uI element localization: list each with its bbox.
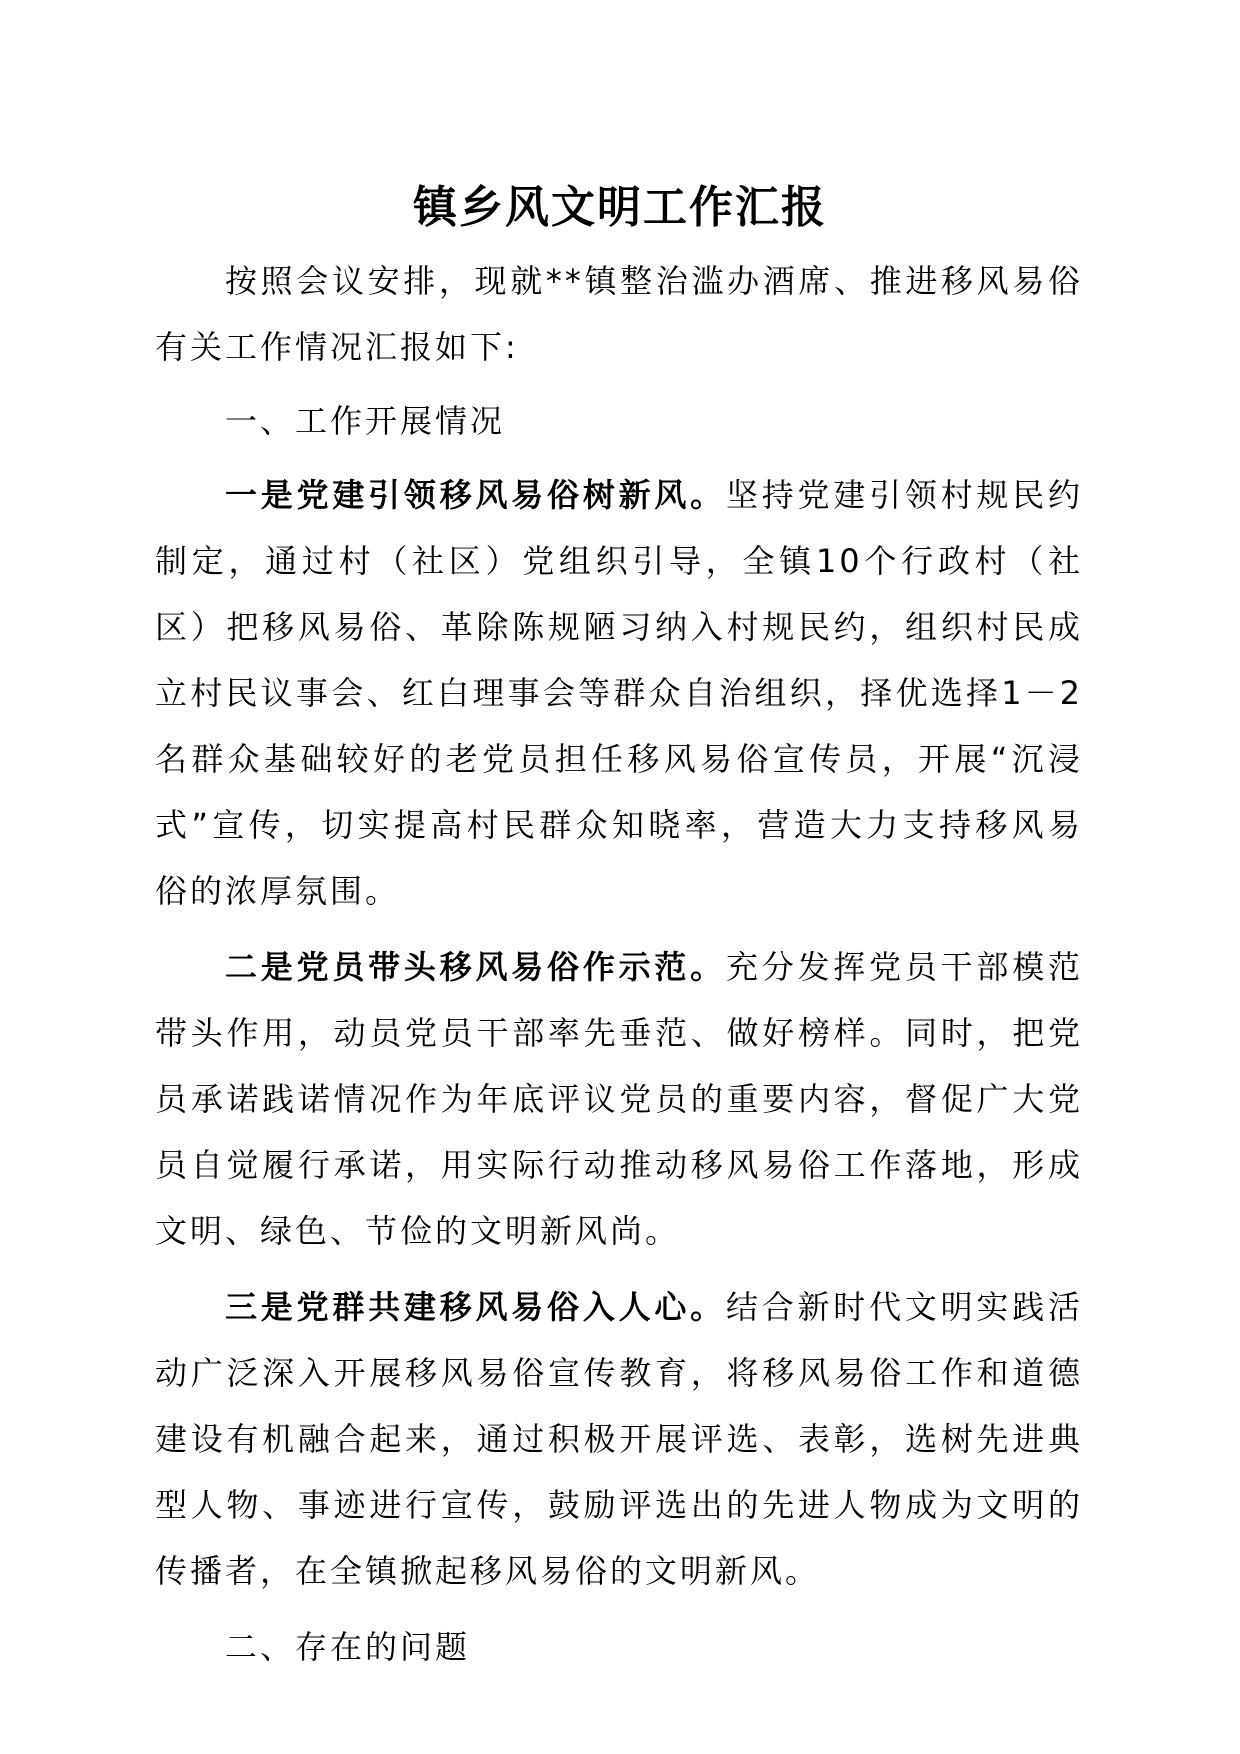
- item-paragraph-2: [155, 934, 1083, 1264]
- item-lead-1: 一是党建引领移风易俗树新风。: [225, 476, 726, 514]
- document-body: [155, 248, 1083, 1688]
- item-lead-3: 三是党群共建移风易俗入人心。: [225, 1288, 726, 1326]
- item-text-3: 结合新时代文明实践活动广泛深入开展移风易俗宣传教育，将移风易俗工作和道德建设有机融合起来，通过积极开展评选、表彰，选树先进典型人物、事迹进行宣传，鼓励评选出的先进人物成为文明的传播者，在全镇掀起移风易俗的文明新风。: [155, 1288, 1083, 1590]
- item-lead-2: 二是党员带头移风易俗作示范。: [225, 948, 726, 986]
- section-heading-work-progress: 一、工作开展情况: [225, 402, 506, 440]
- item-text-1: 坚持党建引领村规民约制定，通过村（社区）党组织引导，全镇10个行政村（社区）把移风易俗、革除陈规陋习纳入村规民约，组织村民成立村民议事会、红白理事会等群众自治组织，择优选择1－2名群众基础较好的老党员担任移风易俗宣传员，开展“沉浸式”宣传，切实提高村民群众知晓率，营造大力支持移风易俗的浓厚氛围。: [155, 476, 1083, 910]
- item-paragraph-3: [155, 1274, 1083, 1604]
- section-heading-problems: 二、存在的问题: [225, 1628, 471, 1666]
- item-text-2: 充分发挥党员干部模范带头作用，动员党员干部率先垂范、做好榜样。同时，把党员承诺践诺情况作为年底评议党员的重要内容，督促广大党员自觉履行承诺，用实际行动推动移风易俗工作落地，形成文明、绿色、节俭的文明新风尚。: [155, 948, 1083, 1250]
- intro-paragraph: 按照会议安排，现就**镇整治滥办酒席、推进移风易俗有关工作情况汇报如下:: [155, 262, 1083, 366]
- item-paragraph-1: [155, 462, 1083, 924]
- document-title: 镇乡风文明工作汇报: [413, 182, 827, 233]
